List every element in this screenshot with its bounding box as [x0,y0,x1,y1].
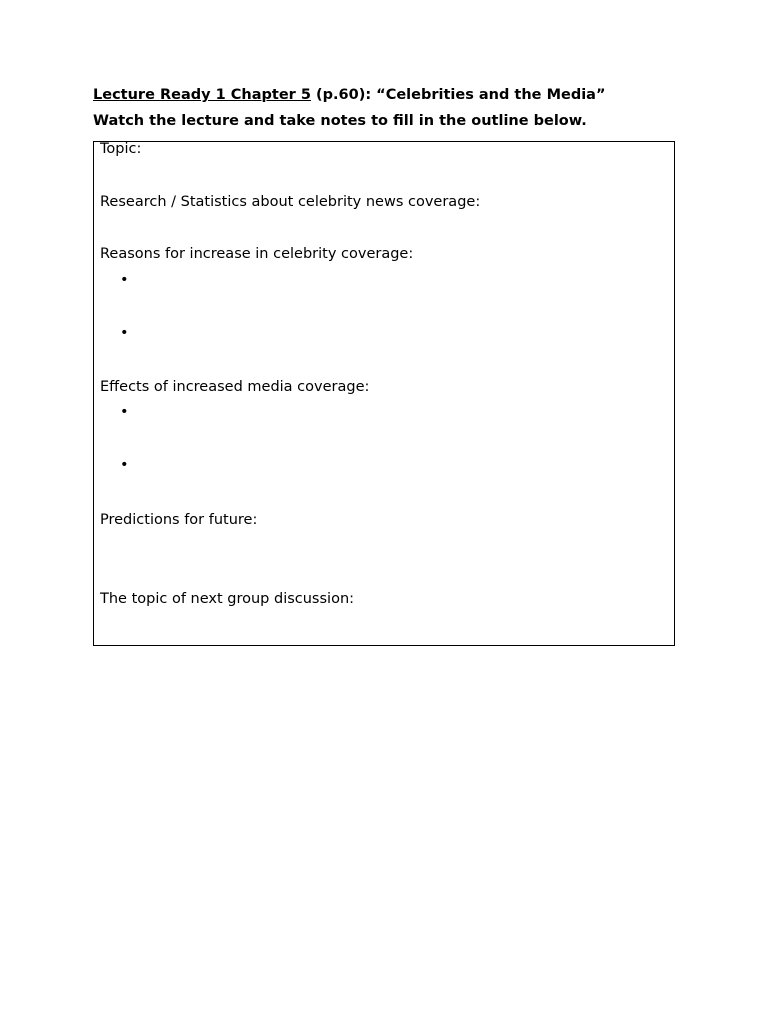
document-title [93,86,606,104]
effects-bullet-2: • [120,457,129,473]
research-label: Research / Statistics about celebrity news coverage: [100,194,481,210]
reasons-label: Reasons for increase in celebrity coverage: [100,246,414,262]
effects-bullet-1: • [120,404,129,420]
lecture-title: (p.60): “Celebrities and the Media” [310,87,606,103]
instruction-text: Watch the lecture and take notes to fill in the outline below. [93,113,587,129]
next-topic-label: The topic of next group discussion: [100,591,355,607]
book-chapter-title: Lecture Ready 1 Chapter 5 [93,87,311,103]
reasons-bullet-1: • [120,272,129,288]
reasons-bullet-2: • [120,325,129,341]
topic-label: Topic: [100,141,142,157]
predictions-label: Predictions for future: [100,512,258,528]
notes-outline-box [93,141,675,646]
effects-label: Effects of increased media coverage: [100,379,370,395]
